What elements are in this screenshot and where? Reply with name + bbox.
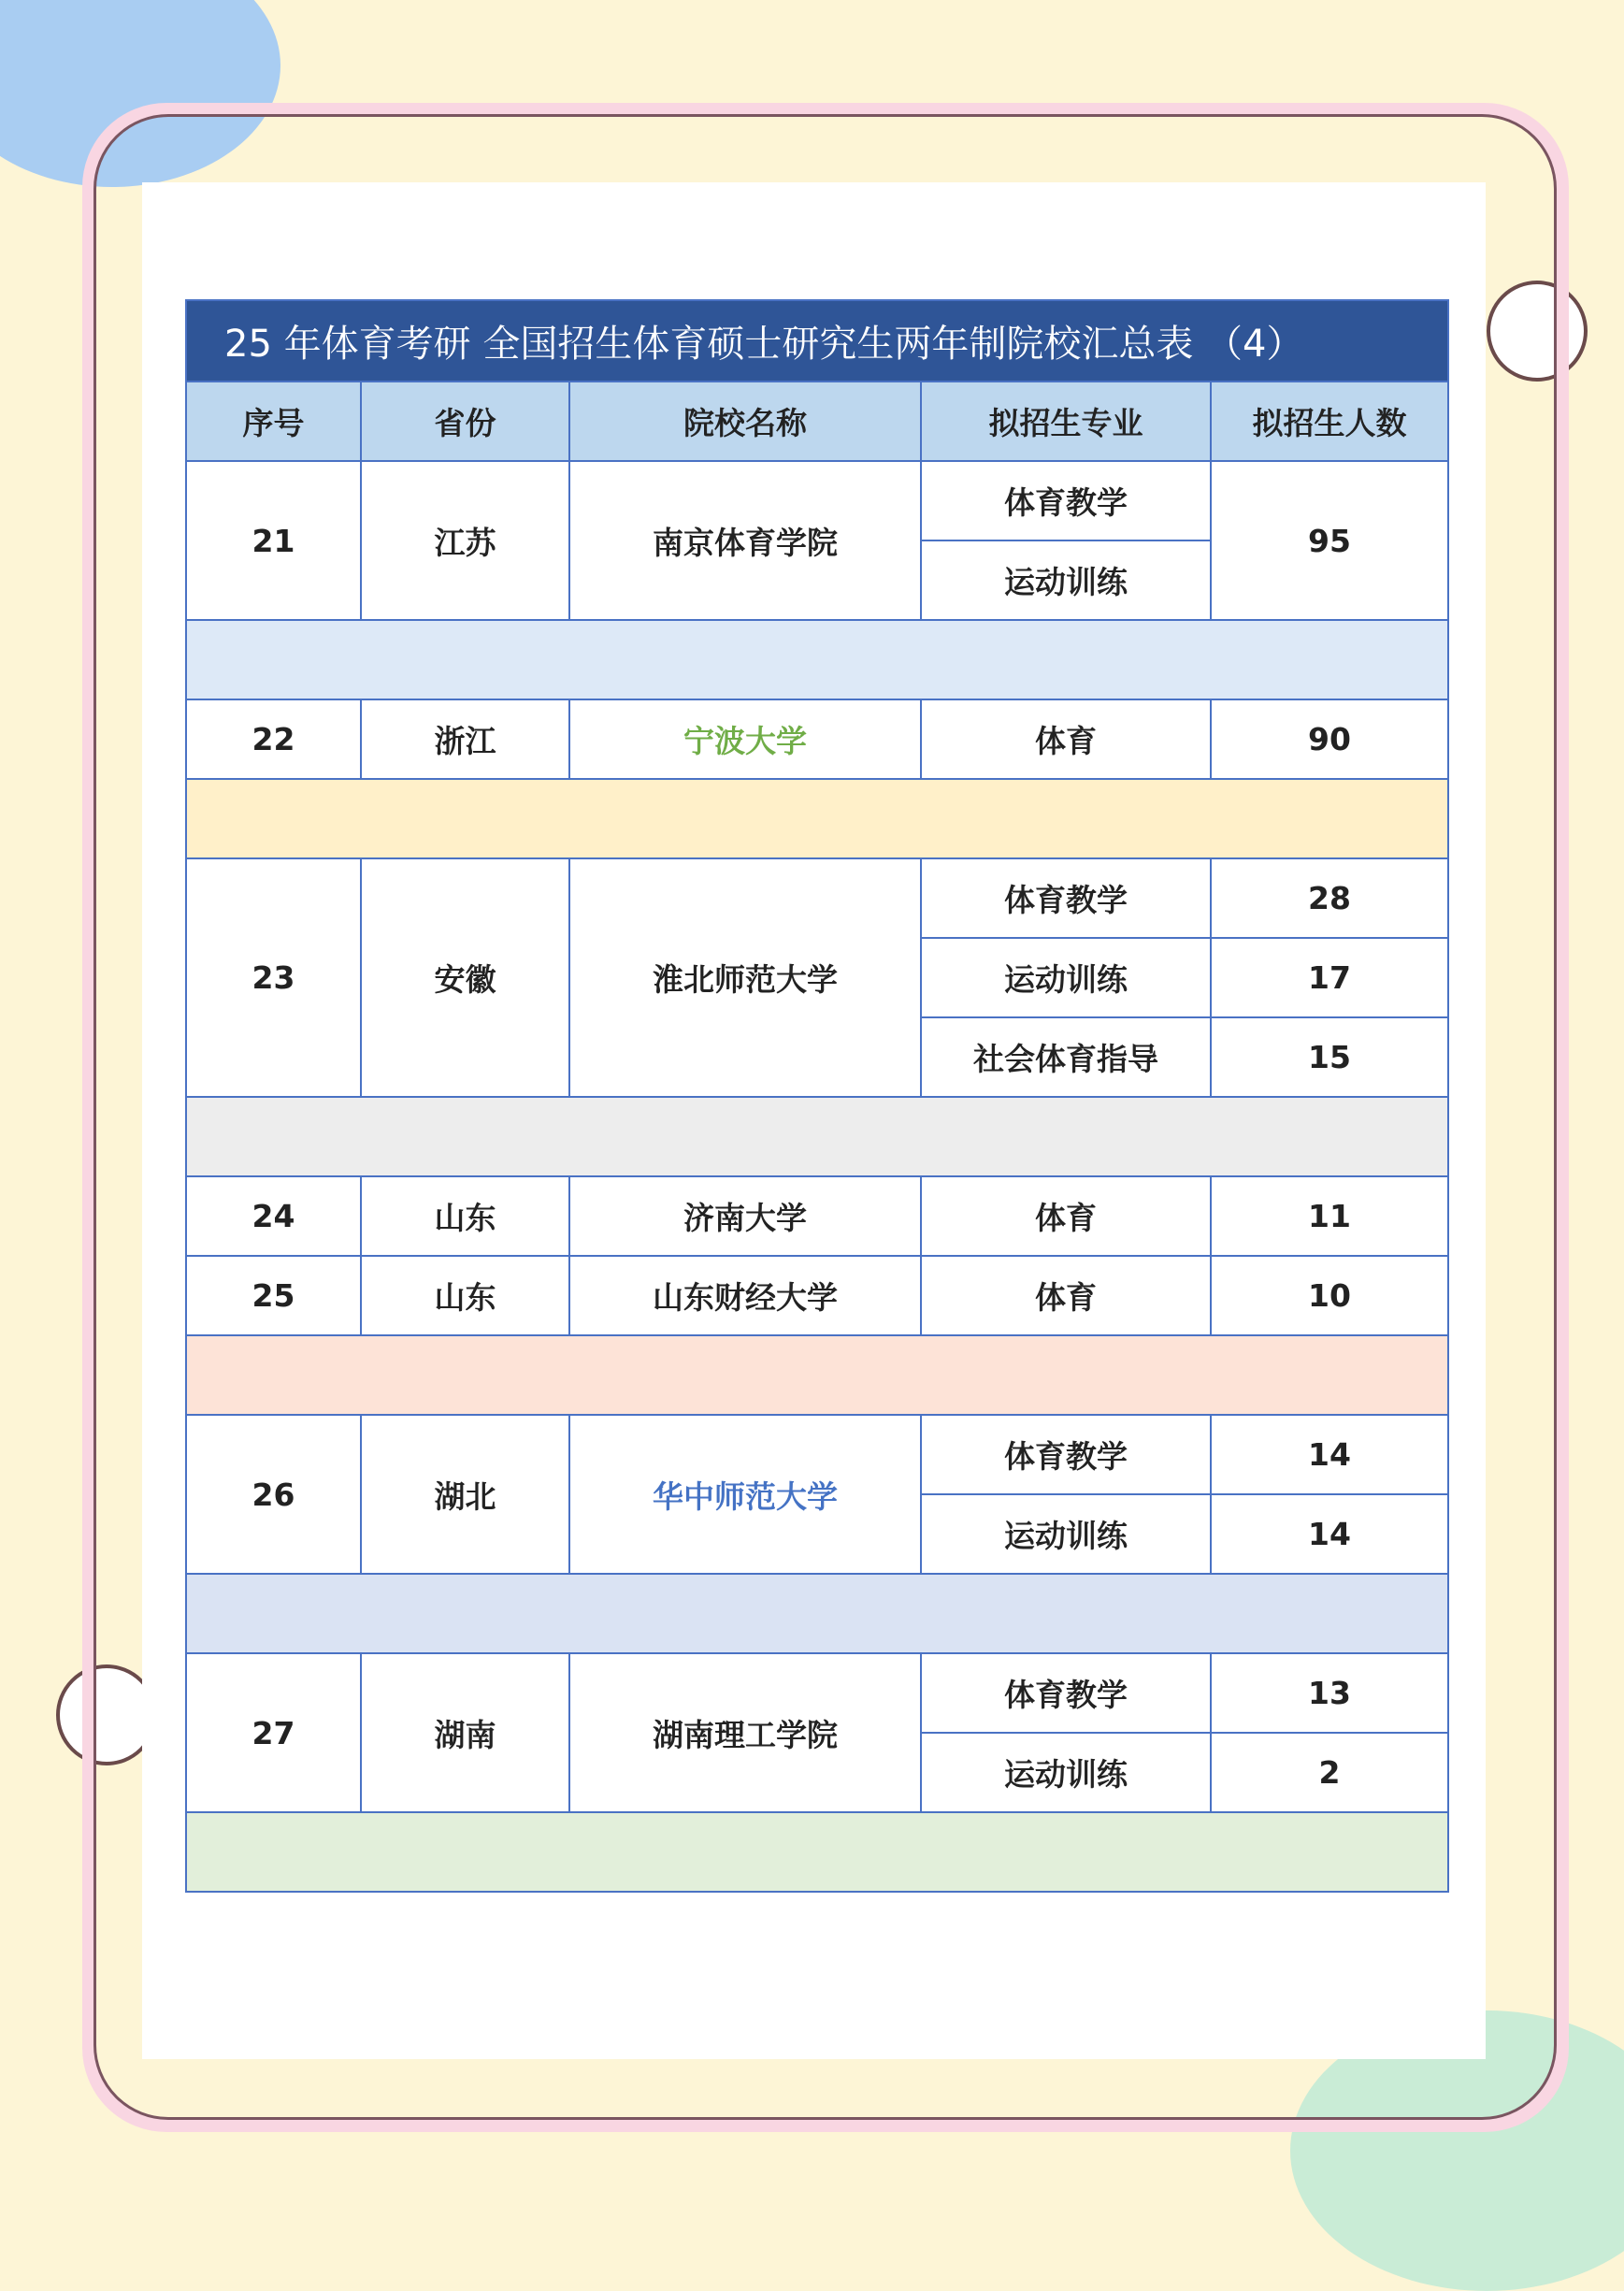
cell-no: 27 — [186, 1653, 361, 1812]
header-count: 拟招生人数 — [1211, 382, 1448, 461]
cell-count: 17 — [1211, 938, 1448, 1017]
table-row — [186, 858, 1448, 938]
header-major: 拟招生专业 — [921, 382, 1211, 461]
cell-count: 90 — [1211, 699, 1448, 779]
spacer-row — [186, 620, 1448, 699]
cell-province: 山东 — [361, 1176, 569, 1256]
cell-major: 运动训练 — [921, 938, 1211, 1017]
cell-count: 14 — [1211, 1415, 1448, 1494]
cell-no: 24 — [186, 1176, 361, 1256]
table-row — [186, 1176, 1448, 1256]
cell-province: 浙江 — [361, 699, 569, 779]
header-school: 院校名称 — [569, 382, 921, 461]
cell-school: 山东财经大学 — [569, 1256, 921, 1335]
table-row — [186, 461, 1448, 540]
cell-province: 湖北 — [361, 1415, 569, 1574]
cell-province: 安徽 — [361, 858, 569, 1097]
cell-count: 14 — [1211, 1494, 1448, 1574]
spacer-row — [186, 1574, 1448, 1653]
cell-major: 体育 — [921, 1256, 1211, 1335]
cell-count: 2 — [1211, 1733, 1448, 1812]
cell-province: 山东 — [361, 1256, 569, 1335]
cell-school: 南京体育学院 — [569, 461, 921, 620]
cell-school: 湖南理工学院 — [569, 1653, 921, 1812]
table-row — [186, 699, 1448, 779]
spacer-row — [186, 779, 1448, 858]
cell-no: 25 — [186, 1256, 361, 1335]
table-row — [186, 1653, 1448, 1733]
cell-major: 运动训练 — [921, 540, 1211, 620]
table-title: 25 年体育考研 全国招生体育硕士研究生两年制院校汇总表 （4） — [186, 300, 1448, 382]
cell-major: 运动训练 — [921, 1733, 1211, 1812]
cell-count: 15 — [1211, 1017, 1448, 1097]
cell-count: 95 — [1211, 461, 1448, 620]
cell-no: 22 — [186, 699, 361, 779]
cell-no: 23 — [186, 858, 361, 1097]
spacer-row — [186, 1812, 1448, 1892]
cell-school: 华中师范大学 — [569, 1415, 921, 1574]
cell-school: 淮北师范大学 — [569, 858, 921, 1097]
cell-no: 26 — [186, 1415, 361, 1574]
cell-major: 体育 — [921, 1176, 1211, 1256]
spacer-row — [186, 1335, 1448, 1415]
cell-school: 宁波大学 — [569, 699, 921, 779]
table-row — [186, 1256, 1448, 1335]
cell-major: 运动训练 — [921, 1494, 1211, 1574]
summary-table — [185, 299, 1449, 1893]
cell-major: 体育教学 — [921, 858, 1211, 938]
cell-major: 社会体育指导 — [921, 1017, 1211, 1097]
cell-no: 21 — [186, 461, 361, 620]
cell-major: 体育教学 — [921, 1653, 1211, 1733]
header-no: 序号 — [186, 382, 361, 461]
cell-province: 江苏 — [361, 461, 569, 620]
cell-count: 11 — [1211, 1176, 1448, 1256]
cell-major: 体育教学 — [921, 461, 1211, 540]
cell-count: 10 — [1211, 1256, 1448, 1335]
cell-major: 体育教学 — [921, 1415, 1211, 1494]
cell-school: 济南大学 — [569, 1176, 921, 1256]
cell-province: 湖南 — [361, 1653, 569, 1812]
header-row — [186, 382, 1448, 461]
cell-count: 28 — [1211, 858, 1448, 938]
cell-major: 体育 — [921, 699, 1211, 779]
header-province: 省份 — [361, 382, 569, 461]
cell-count: 13 — [1211, 1653, 1448, 1733]
table-row — [186, 1415, 1448, 1494]
spacer-row — [186, 1097, 1448, 1176]
